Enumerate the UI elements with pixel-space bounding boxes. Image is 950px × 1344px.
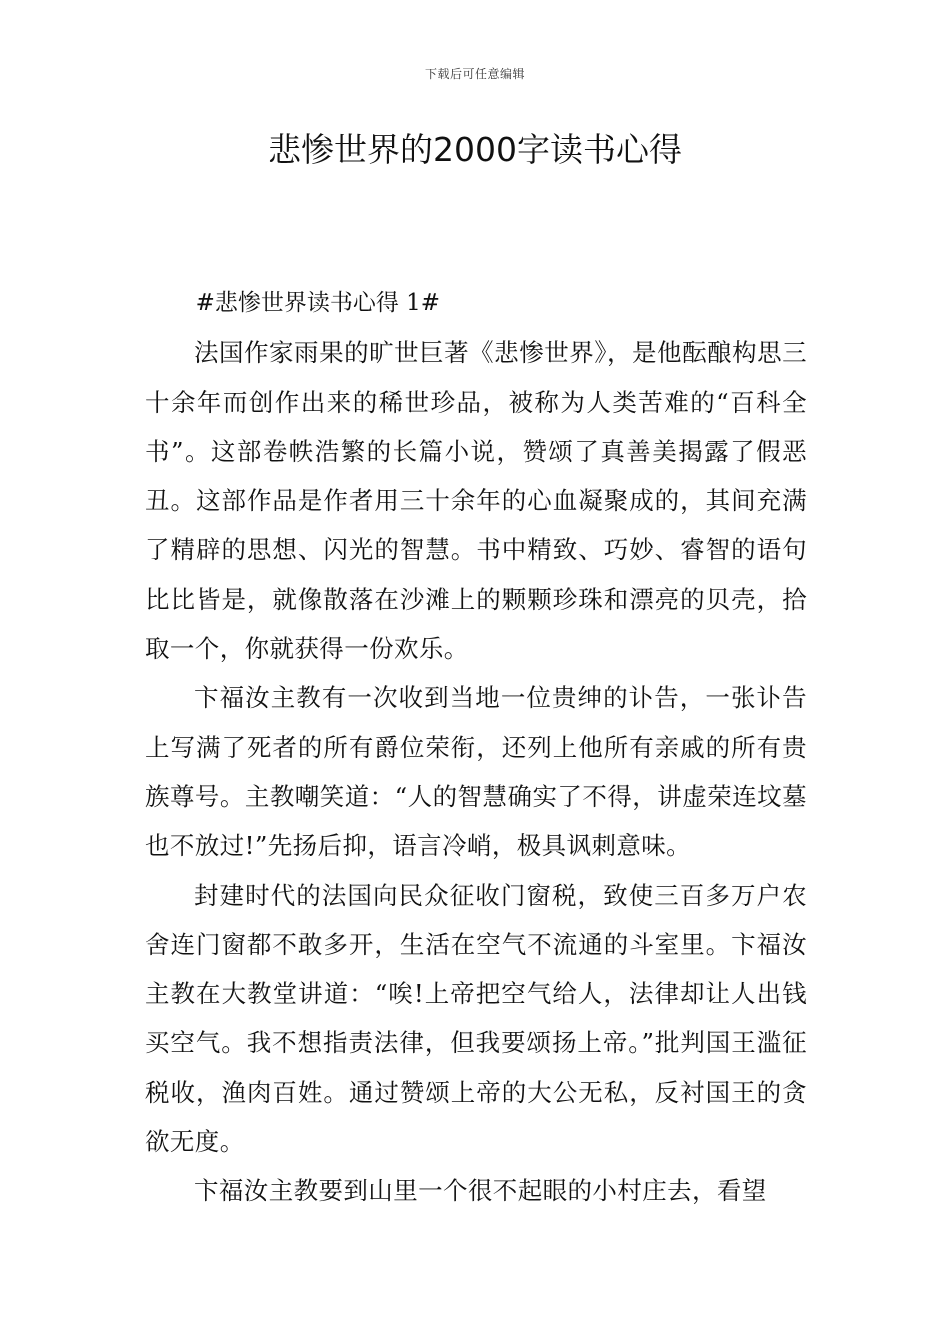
page-title: 悲惨世界的2000字读书心得 <box>268 130 682 169</box>
section-heading: #悲惨世界读书心得 1# <box>195 290 441 316</box>
paragraph: 卞福汝主教有一次收到当地一位贵绅的讣告，一张讣告上写满了死者的所有爵位荣衔，还列上他所有亲戚的所有贵族尊号。主教嘲笑道：“人的智慧确实了不得，讲虚荣连坟墓也不放过!”先扬后抑，语言冷峭，极具讽刺意味。 <box>145 683 807 861</box>
paragraph: 卞福汝主教要到山里一个很不起眼的小村庄去，看望 <box>194 1176 767 1206</box>
paragraph: 法国作家雨果的旷世巨著《悲惨世界》，是他酝酿构思三十余年而创作出来的稀世珍品，被称为人类苦难的“百科全书”。这部卷帙浩繁的长篇小说，赞颂了真善美揭露了假恶丑。这部作品是作者用三十余年的心血凝聚成的，其间充满了精辟的思想、闪光的智慧。书中精致、巧妙、睿智的语句比比皆是，就像散落在沙滩上的颗颗珍珠和漂亮的贝壳，拾取一个，你就获得一份欢乐。 <box>145 338 807 664</box>
header-note: 下载后可任意编辑 <box>424 67 525 81</box>
paragraph: 封建时代的法国向民众征收门窗税，致使三百多万户农舍连门窗都不敢多开，生活在空气不流通的斗室里。卞福汝主教在大教堂讲道：“唉!上帝把空气给人，法律却让人出钱买空气。我不想指责法律，但我要颂扬上帝。”批判国王滥征税收，渔肉百姓。通过赞颂上帝的大公无私，反衬国王的贪欲无度。 <box>145 880 807 1157</box>
document-body <box>145 279 807 1216</box>
